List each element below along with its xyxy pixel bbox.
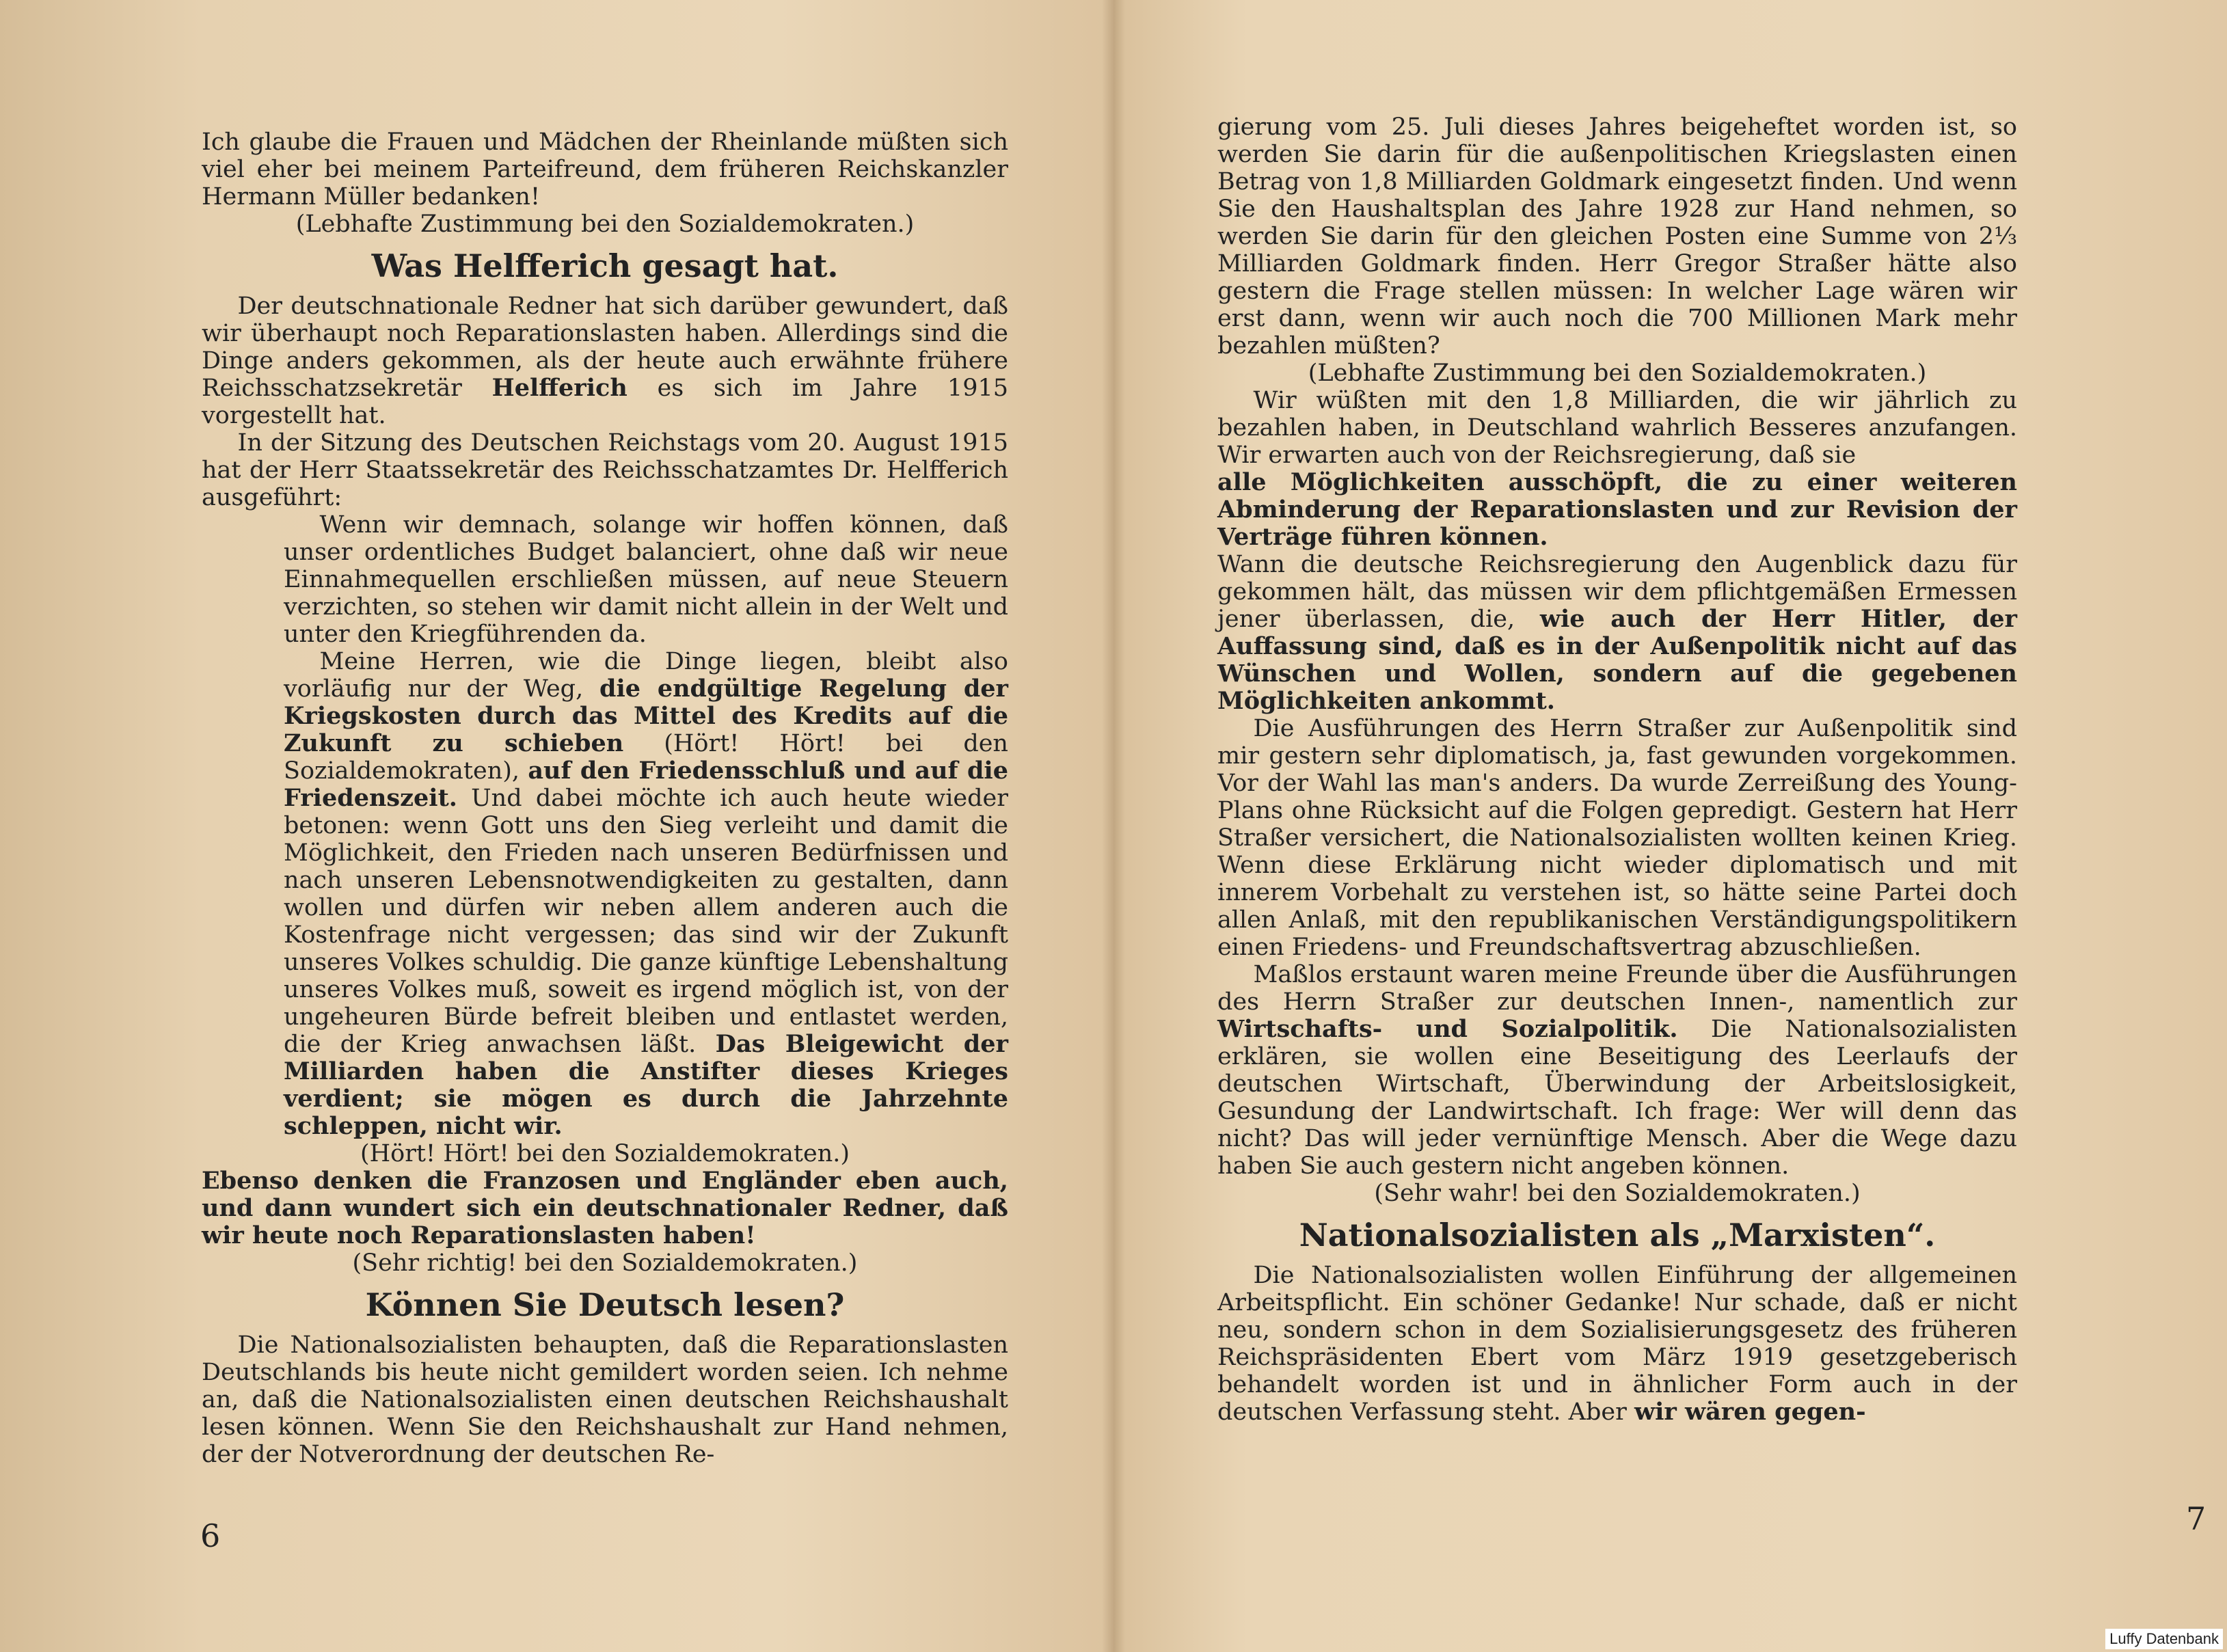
page-number: 6	[200, 1517, 221, 1554]
paragraph: Die Nationalsozialisten wollen Einführung der allgemeinen Arbeitspflicht. Ein schöner Gedanke! Nur schade, daß er nicht neu, sondern schon in dem Sozialisierungsgesetz des früheren Reichspräsidenten Ebert vom März 1919 gesetzgeberisch behandelt worden ist und in ähnlicher Form auch in der deutschen Verfassung steht. Aber wir wären gegen-	[1217, 1262, 2017, 1426]
paragraph: Maßlos erstaunt waren meine Freunde über die Ausführungen des Herrn Straßer zur deutschen Innen-, namentlich zur Wirtschafts- und Sozialpolitik. Die Nationalsozialisten erklären, sie wollen eine Beseitigung des Leerlaufs der deutschen Wirtschaft, Überwindung der Arbeitslosigkeit, Gesundung der Landwirtschaft. Ich frage: Wer will denn das nicht? Das will jeder vernünftige Mensch. Aber die Wege dazu haben Sie auch gestern nicht angeben können.	[1217, 961, 2017, 1180]
watermark-label: Luffy Datenbank	[2105, 1629, 2223, 1649]
applause-note: (Sehr wahr! bei den Sozialdemokraten.)	[1374, 1180, 1861, 1207]
section-heading: Was Helfferich gesagt hat.	[371, 247, 839, 284]
paragraph: gierung vom 25. Juli dieses Jahres beigeheftet worden ist, so werden Sie darin für die außenpolitischen Kriegslasten einen Betrag von 1,8 Milliarden Goldmark eingesetzt finden. Und wenn Sie den Haushaltsplan des Jahre 1928 zur Hand nehmen, so werden Sie darin für den gleichen Posten eine Summe von 2⅓ Milliarden Goldmark finden. Herr Gregor Straßer hätte also gestern die Frage stellen müssen: In welcher Lage wären wir erst dann, wenn wir auch noch die 700 Millionen Mark mehr bezahlen müßten?	[1217, 113, 2017, 360]
paragraph: Ich glaube die Frauen und Mädchen der Rheinlande müßten sich viel eher bei meinem Parteifreund, dem früheren Reichskanzler Hermann Müller bedanken!	[202, 128, 1008, 211]
book-gutter	[1102, 0, 1125, 1652]
right-page	[1114, 0, 2227, 1652]
applause-note: (Hört! Hört! bei den Sozialdemokraten.)	[360, 1140, 850, 1167]
paragraph: Der deutschnationale Redner hat sich darüber gewundert, daß wir überhaupt noch Reparationslasten haben. Allerdings sind die Dinge anders gekommen, als der heute auch erwähnte frühere Reichsschatzsekretär Helfferich es sich im Jahre 1915 vorgestellt hat.	[202, 293, 1008, 429]
applause-note: (Lebhafte Zustimmung bei den Sozialdemokraten.)	[295, 211, 915, 238]
paragraph: Die Nationalsozialisten behaupten, daß die Reparationslasten Deutschlands bis heute nicht gemildert worden seien. Ich nehme an, daß die Nationalsozialisten einen deutschen Reichshaushalt lesen können. Wenn Sie den Reichshaushalt zur Hand nehmen, der der Notverordnung der deutschen Re-	[202, 1331, 1008, 1468]
section-heading: Nationalsozialisten als „Marxisten“.	[1299, 1217, 1936, 1254]
paragraph: Die Ausführungen des Herrn Straßer zur Außenpolitik sind mir gestern sehr diplomatisch, ja, fast gewunden vorgekommen. Vor der Wahl las man's anders. Da wurde Zerreißung des Young-Plans ohne Rücksicht auf die Folgen gepredigt. Gestern hat Herr Straßer versichert, die Nationalsozialisten wollten keinen Krieg. Wenn diese Erklärung nicht wieder diplomatisch und mit innerem Vorbehalt zu verstehen ist, so hätte seine Partei doch allen Anlaß, mit den republikanischen Verständigungspolitikern einen Friedens- und Freundschaftsvertrag abzuschließen.	[1217, 715, 2017, 961]
paragraph: Wann die deutsche Reichsregierung den Augenblick dazu für gekommen hält, das müssen wir dem pflichtgemäßen Ermessen jener überlassen, die, wie auch der Herr Hitler, der Auffassung sind, daß es in der Außenpolitik nicht auf das Wünschen und Wollen, sondern auf die gegebenen Möglichkeiten ankommt.	[1217, 551, 2017, 715]
emphasized-demand: alle Möglichkeiten ausschöpft, die zu einer weiteren Abminderung der Reparationslasten und zur Revision der Verträge führen können.	[1217, 468, 2017, 551]
left-text-column	[202, 128, 1008, 1468]
paragraph: Wir wüßten mit den 1,8 Milliarden, die wir jährlich zu bezahlen haben, in Deutschland wahrlich Besseres anzufangen. Wir erwarten auch von der Reichsregierung, daß sie	[1217, 387, 2017, 469]
right-text-column	[1217, 113, 2017, 1426]
quote-paragraph: Wenn wir demnach, solange wir hoffen können, daß unser ordentliches Budget balanciert, ohne daß wir neue Einnahmequellen erschließen müssen, auf neue Steuern verzichten, so stehen wir damit nicht allein in der Welt und unter den Kriegführenden da.	[284, 511, 1008, 648]
paragraph: In der Sitzung des Deutschen Reichstags vom 20. August 1915 hat der Herr Staatssekretär des Reichsschatzamtes Dr. Helfferich ausgeführt:	[202, 429, 1008, 511]
page-number: 7	[2186, 1500, 2206, 1537]
bold-paragraph: Ebenso denken die Franzosen und Engländer eben auch, und dann wundert sich ein deutschnationaler Redner, daß wir heute noch Reparationslasten haben!	[202, 1167, 1008, 1249]
applause-note: (Sehr richtig! bei den Sozialdemokraten.)	[352, 1249, 858, 1277]
applause-note: (Lebhafte Zustimmung bei den Sozialdemokraten.)	[1308, 360, 1927, 387]
section-heading: Können Sie Deutsch lesen?	[365, 1286, 845, 1323]
quote-paragraph: Meine Herren, wie die Dinge liegen, bleibt also vorläufig nur der Weg, die endgültige Regelung der Kriegskosten durch das Mittel des Kredits auf die Zukunft zu schieben (Hört! Hört! bei den Sozialdemokraten), auf den Friedensschluß und auf die Friedenszeit. Und dabei möchte ich auch heute wieder betonen: wenn Gott uns den Sieg verleiht und damit die Möglichkeit, den Frieden nach unseren Bedürfnissen und nach unseren Lebensnotwendigkeiten zu gestalten, dann wollen und dürfen wir neben allem anderen auch die Kostenfrage nicht vergessen; das sind wir der Zukunft unseres Volkes schuldig. Die ganze künftige Lebenshaltung unseres Volkes muß, soweit es irgend möglich ist, von der ungeheuren Bürde befreit bleiben und entlastet werden, die der Krieg anwachsen läßt. Das Bleigewicht der Milliarden haben die Anstifter dieses Krieges verdient; sie mögen es durch die Jahrzehnte schleppen, nicht wir.	[284, 648, 1008, 1140]
